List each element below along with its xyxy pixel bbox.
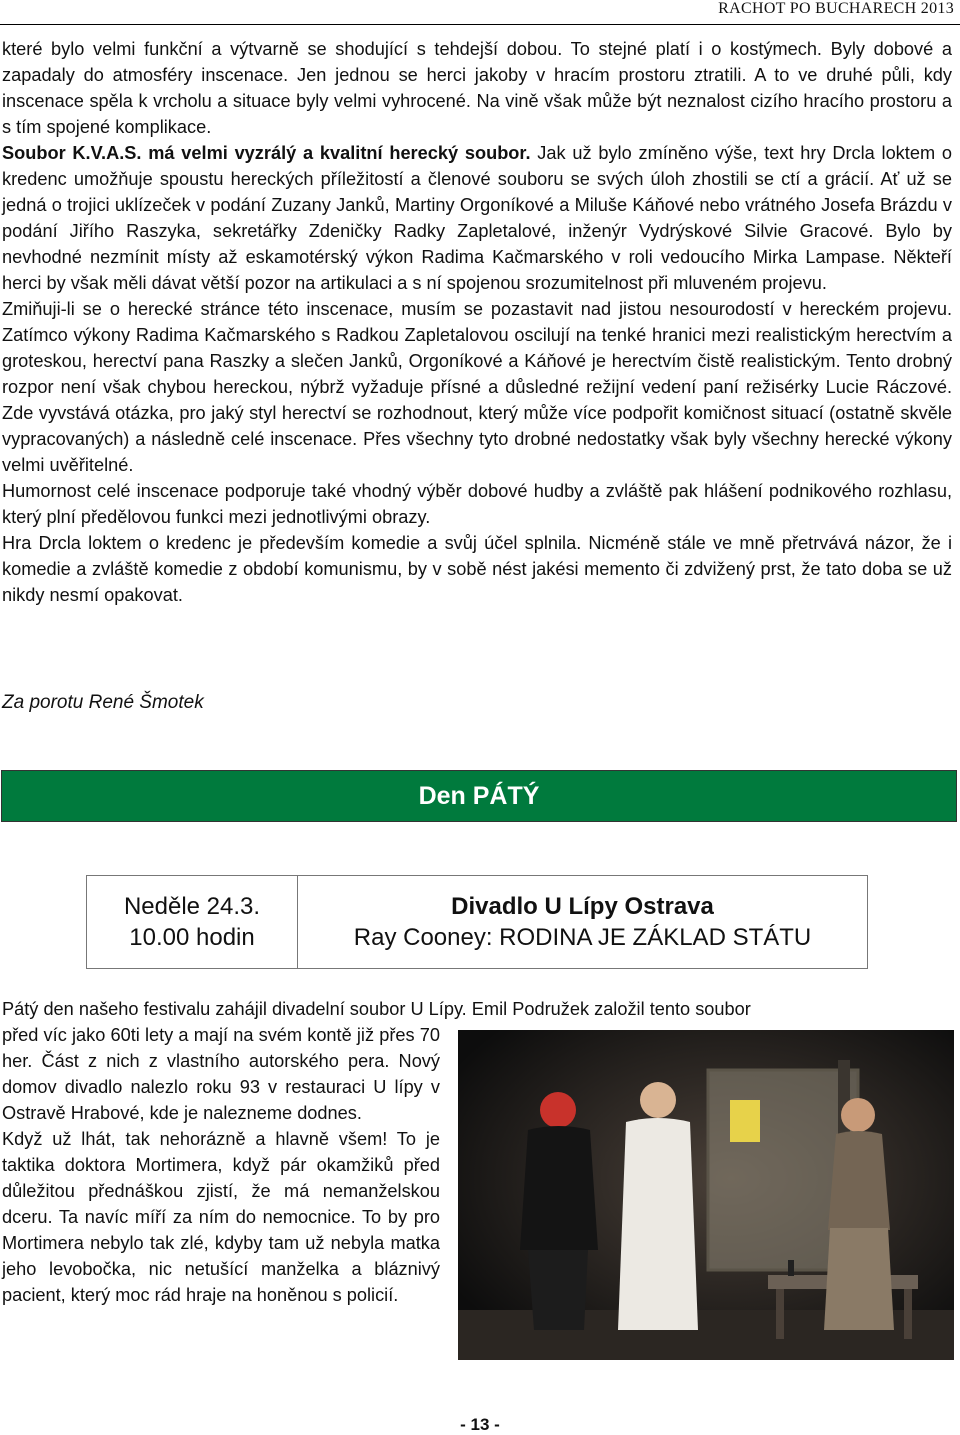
stage-photo-illustration xyxy=(458,1030,954,1360)
performance-play: Ray Cooney: RODINA JE ZÁKLAD STÁTU xyxy=(353,924,812,951)
performance-time: 10.00 hodin xyxy=(129,924,255,951)
running-header: RACHOT PO BUCHARECH 2013 xyxy=(718,0,954,17)
section-title: Den PÁTÝ xyxy=(418,781,540,810)
section-banner xyxy=(1,770,957,822)
performance-details xyxy=(298,876,867,968)
performance-venue: Divadlo U Lípy Ostrava xyxy=(451,893,714,920)
performance-date: Neděle 24.3. xyxy=(123,893,261,920)
review-paragraph-4: Hra Drcla loktem o kredenc je především komedie a svůj účel splnila. Nicméně stále ve mně přetrvává názor, že i komedie a zvláště komedie z období komunismu, by v sobě nést jakési memento či zdvižený prst, že tato doba se už nikdy nesmí opakovat. xyxy=(2,533,952,605)
performance-info-box xyxy=(86,875,868,969)
review-text xyxy=(2,36,952,608)
page-number: - 13 - xyxy=(460,1415,500,1434)
review-p1-rest: Jak už bylo zmíněno výše, text hry Drcla loktem o kredenc umožňuje spoustu hereckých příležitostí a členové souboru se svých úloh zhostili se ctí a grácií. Ať už se jedná o trojici uklízeček v podání Zuzany Janků, Martiny Orgoníkové a Miluše Káňové nebo vrátného Josefa Brázdu v podání Jiřího Raszyka, sekretářky Zdeničky Radky Zapletalové, inženýr Vydrýskové Silvie Gracové. Bylo by nevhodné nezmínit místy až eskamotérský výkon Radima Kačmarského v roli vedoucího Mirka Lampase. Někteří herci by však měli dávat větší pozor na artikulaci a s ní spojenou srozumitelnost při mluveném projevu. xyxy=(2,143,952,293)
review-paragraph-1 xyxy=(2,36,952,296)
troupe-praise: má velmi vyzrálý a kvalitní herecký soubor. xyxy=(141,143,531,163)
performance-photo xyxy=(458,1030,954,1360)
header-rule xyxy=(0,24,960,25)
troupe-name: Soubor K.V.A.S. xyxy=(2,143,142,163)
review-paragraph-2: Zmiňuji-li se o herecké stránce této inscenace, musím se pozastavit nad jistou nesourodostí v hereckém projevu. Zatímco výkony Radima Kačmarského s Radkou Zapletalovou oscilují na tenké hranici mezi realistickým herectvím a groteskou, herectví pana Raszky a slečen Janků, Orgoníkové a Káňové je herectvím čistě realistickým. Tento drobný rozpor není však chybou hereckou, nýbrž vyžaduje přísné a důsledné režijní vedení paní režisérky Lucie Ráczové. Zde vyvstává otázka, pro jaký styl herectví se rozhodnout, který může více podpořit komičnost situací (ostatně skvěle vypracovaných) a následně celé inscenace. Přes všechny tyto drobné nedostatky však byly všechny herecké výkony velmi uvěřitelné. xyxy=(2,299,952,475)
review-signature: Za porotu René Šmotek xyxy=(2,692,204,713)
day5-paragraph-2: Když už lhát, tak nehorázně a hlavně všem! To je taktika doktora Mortimera, když pár okamžiků před důležitou přednáškou zjistí, že má nemanželskou dceru. Ta navíc míří za ním do nemocnice. To by pro Mortimera nebylo tak zlé, kdyby tam už nebyla matka jeho levobočka, nic netušící manželka a bláznivý pacient, který moc rád hraje na honěnou s policií. xyxy=(2,1129,440,1305)
day5-paragraph-1: před víc jako 60ti lety a mají na svém kontě již přes 70 her. Část z nich z vlastního autorského pera. Nový domov divadlo nalezlo roku 93 v restauraci U lípy v Ostravě Hrabové, kde je nalezneme dodnes. xyxy=(2,1025,440,1123)
performance-datetime xyxy=(87,876,298,968)
review-paragraph-3: Humornost celé inscenace podporuje také vhodný výběr dobové hudby a zvláště pak hlášení podnikového rozhlasu, který plní předělovou funkci mezi jednotlivými obrazy. xyxy=(2,481,952,527)
review-p1-intro: které bylo velmi funkční a výtvarně se shodující s tehdejší dobou. To stejné platí i o kostýmech. Byly dobové a zapadaly do atmosféry inscenace. Jen jednou se herci jakoby v hracím prostoru ztratili. A to ve druhé půli, kdy inscenace spěla k vrcholu a situace byly velmi vyhrocené. Na vině však může být neznalost cizího hracího prostoru a s tím spojené komplikace. xyxy=(2,39,952,137)
day5-column-text xyxy=(2,1022,440,1308)
day5-intro: Pátý den našeho festivalu zahájil divadelní soubor U Lípy. Emil Podružek založil tento soubor xyxy=(2,999,751,1019)
